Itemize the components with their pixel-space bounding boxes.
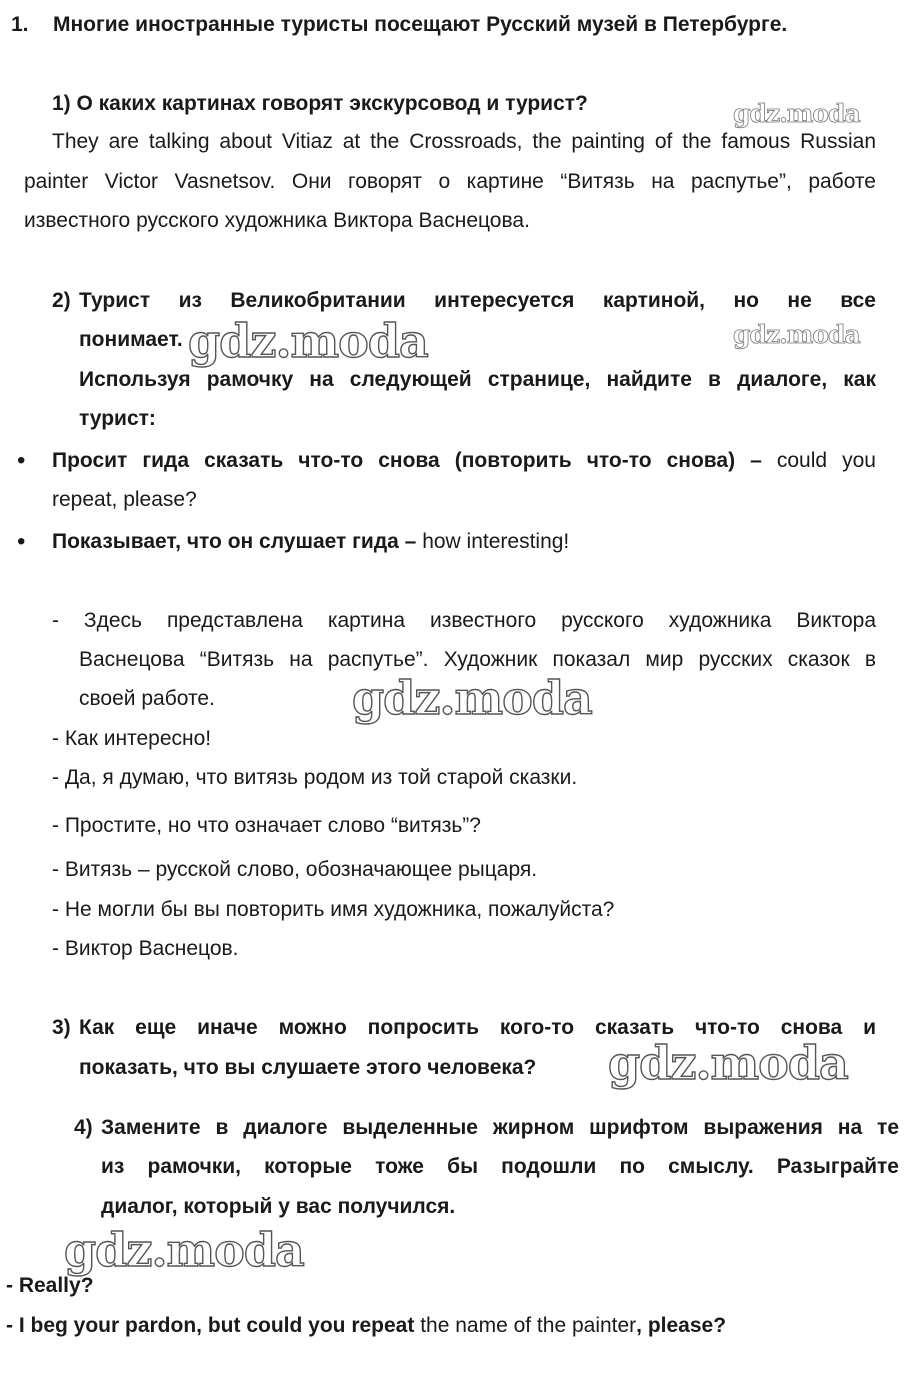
final-line-2-bold: - I beg your pardon, but could you repeat <box>6 1314 415 1337</box>
bullet-item-2 <box>52 531 569 552</box>
watermark-logo: gdz.moda <box>64 1223 304 1277</box>
bullet-item-1-bold: Просит гида сказать что-то снова (повторить что-то снова) – <box>52 449 762 472</box>
dialogue-line: - Да, я думаю, что витязь родом из той старой сказки. <box>52 766 578 789</box>
bullet-item-1-cont: repeat, please? <box>52 488 197 511</box>
dialogue-line-1: - Здесь представлена картина известного русского художника Виктора <box>52 609 876 632</box>
watermark-logo: gdz.moda <box>188 314 428 368</box>
q1-answer-line-1: They are talking about Vitiaz at the Crossroads, the painting of the famous Russian <box>52 130 876 153</box>
dialogue-line-1-cont-2: своей работе. <box>79 687 215 710</box>
bullet-icon: • <box>17 528 26 555</box>
bullet-item-2-bold: Показывает, что он слушает гида – <box>52 530 417 553</box>
dialogue-line: - Витязь – русской слово, обозначающее рыцаря. <box>52 858 538 881</box>
q3-line-2: показать, что вы слушаете этого человека? <box>79 1056 537 1079</box>
q4-line-2: из рамочки, которые тоже бы подошли по смыслу. Разыграйте <box>101 1155 899 1178</box>
q1-label: 1) О каких картинах говорят экскурсовод и турист? <box>52 92 588 115</box>
task-number: 1. <box>11 13 29 36</box>
watermark-logo: gdz.moda <box>733 320 860 349</box>
final-line-1: - Really? <box>6 1274 94 1297</box>
bullet-item-1 <box>52 450 876 471</box>
final-line-2 <box>6 1315 726 1336</box>
q4-number: 4) <box>74 1116 93 1139</box>
q2-line-2: понимает. <box>79 328 183 351</box>
q1-answer-line-2: painter Victor Vasnetsov. Они говорят о картине “Витязь на распутье”, работе <box>24 170 876 193</box>
dialogue-line: - Простите, но что означает слово “витязь”? <box>52 814 481 837</box>
dialogue-line: - Не могли бы вы повторить имя художника, пожалуйста? <box>52 898 615 921</box>
q3-line-1: Как еще иначе можно попросить кого-то сказать что-то снова и <box>79 1016 876 1039</box>
q3-number: 3) <box>52 1016 71 1039</box>
q2-line-1: Турист из Великобритании интересуется картиной, но не все <box>79 289 876 312</box>
q2-line-3: Используя рамочку на следующей странице, найдите в диалоге, как <box>79 368 876 391</box>
watermark-logo: gdz.moda <box>733 99 860 128</box>
dialogue-line-1-cont-1: Васнецова “Витязь на распутье”. Художник показал мир русских сказок в <box>79 648 876 671</box>
dialogue-line: - Как интересно! <box>52 727 212 750</box>
final-line-2-bold-end: , please? <box>636 1314 727 1337</box>
bullet-item-1-answer: could you <box>776 449 876 472</box>
dialogue-line: - Виктор Васнецов. <box>52 937 239 960</box>
q1-answer-line-3: известного русского художника Виктора Васнецова. <box>24 209 530 232</box>
q4-line-1: Замените в диалоге выделенные жирном шрифтом выражения на те <box>101 1116 899 1139</box>
watermark-logo: gdz.moda <box>352 671 592 725</box>
final-line-2-normal: the name of the painter <box>414 1314 637 1337</box>
q2-line-4: турист: <box>79 407 156 430</box>
bullet-icon: • <box>17 447 26 474</box>
task-title: Многие иностранные туристы посещают Русский музей в Петербурге. <box>53 13 788 36</box>
q2-number: 2) <box>52 289 71 312</box>
watermark-logo: gdz.moda <box>608 1036 848 1090</box>
q4-line-3: диалог, который у вас получился. <box>101 1195 456 1218</box>
bullet-item-2-answer: how interesting! <box>422 530 570 553</box>
